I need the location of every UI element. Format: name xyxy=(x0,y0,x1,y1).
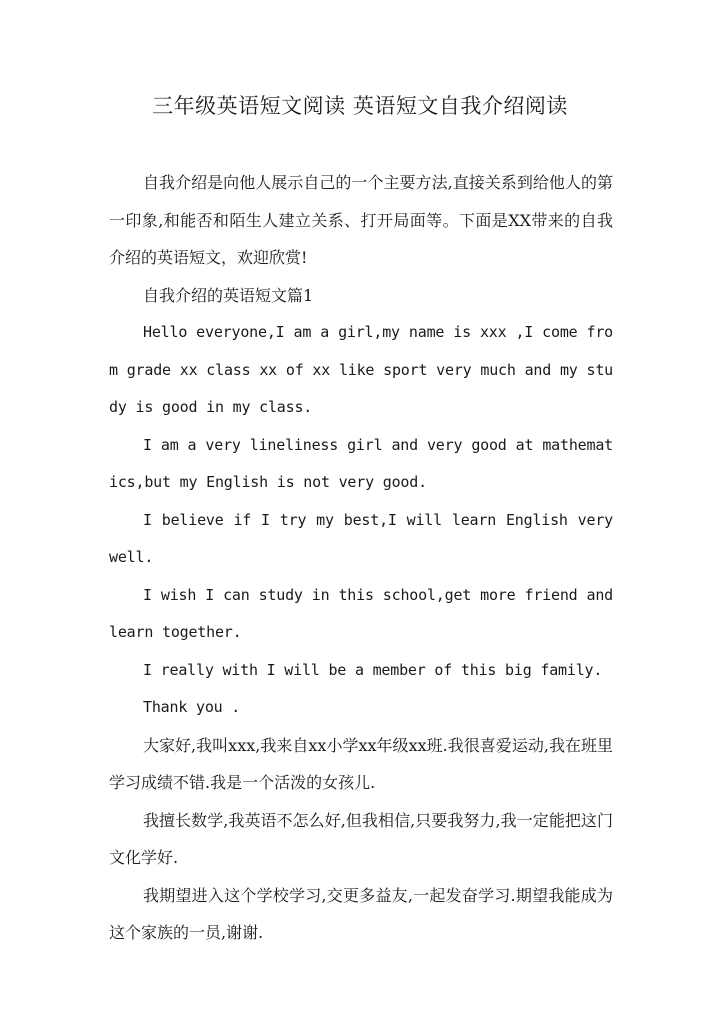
paragraph-en-4: I wish I can study in this school,get more friend and learn together. xyxy=(109,585,613,641)
paragraph-intro: 自我介绍是向他人展示自己的一个主要方法,直接关系到给他人的第一印象,和能否和陌生人建立关系、打开局面等。下面是XX带来的自我介绍的英语短文，欢迎欣赏! xyxy=(109,173,613,267)
paragraph-zh-1: 大家好,我叫xxx,我来自xx小学xx年级xx班.我很喜爱运动,我在班里学习成绩不错.我是一个活泼的女孩儿. xyxy=(109,735,613,792)
section-heading: 自我介绍的英语短文篇1 xyxy=(143,285,314,305)
paragraph-en-2: I am a very lineliness girl and very good at mathematics,but my English is not very good. xyxy=(109,435,613,491)
paragraph-en-1: Hello everyone,I am a girl,my name is xxx ,I come from grade xx class xx of xx like sport very much and my study is good in my class. xyxy=(109,323,613,416)
paragraph-en-6: Thank you . xyxy=(143,698,241,716)
paragraph-en-5: I really with I will be a member of this big family. xyxy=(143,660,603,679)
document-title: 三年级英语短文阅读 英语短文自我介绍阅读 xyxy=(152,94,568,118)
paragraph-zh-2: 我擅长数学,我英语不怎么好,但我相信,只要我努力,我一定能把这门文化学好. xyxy=(109,810,613,867)
document-body xyxy=(109,164,613,952)
paragraph-zh-3: 我期望进入这个学校学习,交更多益友,一起发奋学习.期望我能成为这个家族的一员,谢谢. xyxy=(109,885,613,942)
paragraph-en-3: I believe if I try my best,I will learn English very well. xyxy=(109,510,613,566)
